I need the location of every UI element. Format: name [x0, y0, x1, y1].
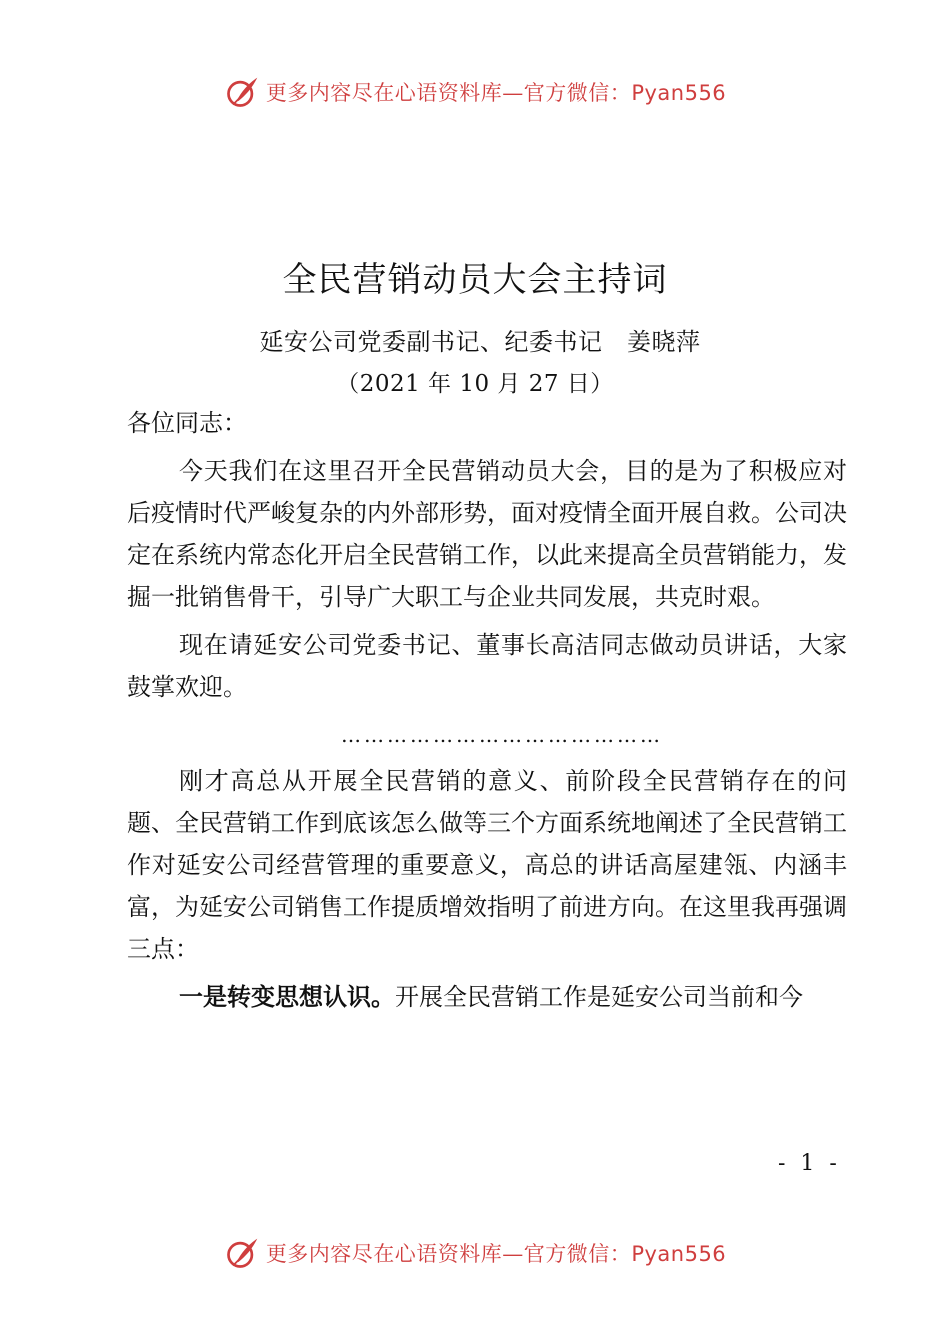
- point-one-text: 开展全民营销工作是延安公司当前和今: [395, 983, 803, 1011]
- document-title: 全民营销动员大会主持词: [282, 260, 668, 300]
- document-author: 延安公司党委副书记、纪委书记 姜晓萍: [259, 328, 701, 356]
- section-separator: ……………………………………: [341, 723, 663, 747]
- quill-logo-icon: [224, 74, 260, 110]
- document-date: （2021 年 10 月 27 日）: [336, 371, 614, 397]
- watermark-text: 更多内容尽在心语资料库—官方微信：Pyan556: [265, 1242, 727, 1266]
- watermark-wechat-id: Pyan556: [631, 81, 727, 105]
- watermark-text: 更多内容尽在心语资料库—官方微信：Pyan556: [265, 81, 727, 105]
- watermark-wechat-id: Pyan556: [631, 1242, 727, 1266]
- point-one-lead: 一是转变思想认识。: [179, 983, 395, 1011]
- paragraph-invitation: 现在请延安公司党委书记、董事长高洁同志做动员讲话，大家鼓掌欢迎。: [127, 631, 847, 701]
- page-number: - 1 -: [778, 1151, 841, 1176]
- paragraph-opening: 今天我们在这里召开全民营销动员大会，目的是为了积极应对后疫情时代严峻复杂的内外部形势，面对疫情全面开展自救。公司决定在系统内常态化开启全民营销工作，以此来提高全员营销能力，发掘一批销售骨干，引导广大职工与企业共同发展，共克时艰。: [127, 457, 847, 611]
- quill-logo-icon: [224, 1235, 260, 1271]
- salutation: 各位同志：: [127, 409, 247, 437]
- paragraph-point-one: [127, 976, 847, 1018]
- paragraph-summary: 刚才高总从开展全民营销的意义、前阶段全民营销存在的问题、全民营销工作到底该怎么做等三个方面系统地阐述了全民营销工作对延安公司经营管理的重要意义，高总的讲话高屋建瓴、内涵丰富，为延安公司销售工作提质增效指明了前进方向。在这里我再强调三点：: [127, 767, 847, 963]
- watermark-footer: [0, 1233, 950, 1273]
- document-body: [127, 402, 847, 1024]
- watermark-header: [0, 72, 950, 112]
